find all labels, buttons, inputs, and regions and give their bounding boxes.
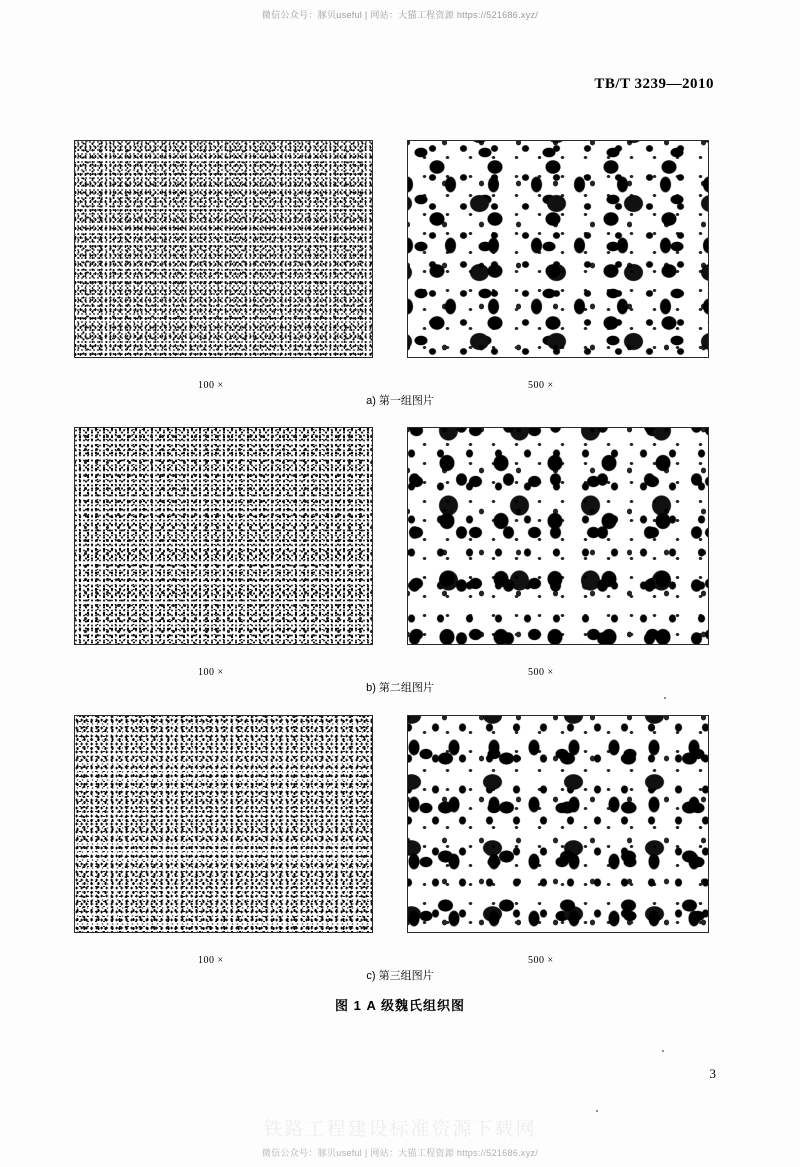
magnification-label-a-right: 500 ×: [528, 380, 554, 391]
micrograph-c-500x: [407, 715, 709, 933]
micrograph-a-500x: [407, 140, 709, 358]
magnification-label-b-right: 500 ×: [528, 667, 554, 678]
standard-number-header: TB/T 3239—2010: [594, 76, 714, 92]
sub-caption-b: b) 第二组图片: [366, 682, 434, 694]
page-number: 3: [709, 1066, 716, 1081]
sub-caption-c: c) 第三组图片: [366, 970, 434, 982]
sub-caption-a: a) 第一组图片: [366, 395, 434, 407]
micrograph-c-100x: [74, 715, 373, 933]
watermark-top: 微信公众号：豚贝useful | 网站：大猫工程资源 https://521686.xyz/: [261, 10, 539, 20]
micrograph-b-100x: [74, 427, 373, 645]
magnification-label-c-right: 500 ×: [528, 955, 554, 966]
stray-dot-mark: [664, 697, 666, 699]
watermark-ghost: 铁路工程建设标准资源下载网: [263, 1119, 537, 1140]
micrograph-b-500x: [407, 427, 709, 645]
stray-dot-mark: [596, 1110, 598, 1112]
magnification-label-c-left: 100 ×: [198, 955, 224, 966]
watermark-bottom: 微信公众号：豚贝useful | 网站：大猫工程资源 https://521686.xyz/: [261, 1148, 539, 1158]
stray-dot-mark: [662, 1050, 664, 1052]
magnification-label-b-left: 100 ×: [198, 667, 224, 678]
micrograph-a-100x: [74, 140, 373, 358]
magnification-label-a-left: 100 ×: [198, 380, 224, 391]
figure-caption: 图 1 A 级魏氏组织图: [335, 998, 465, 1013]
